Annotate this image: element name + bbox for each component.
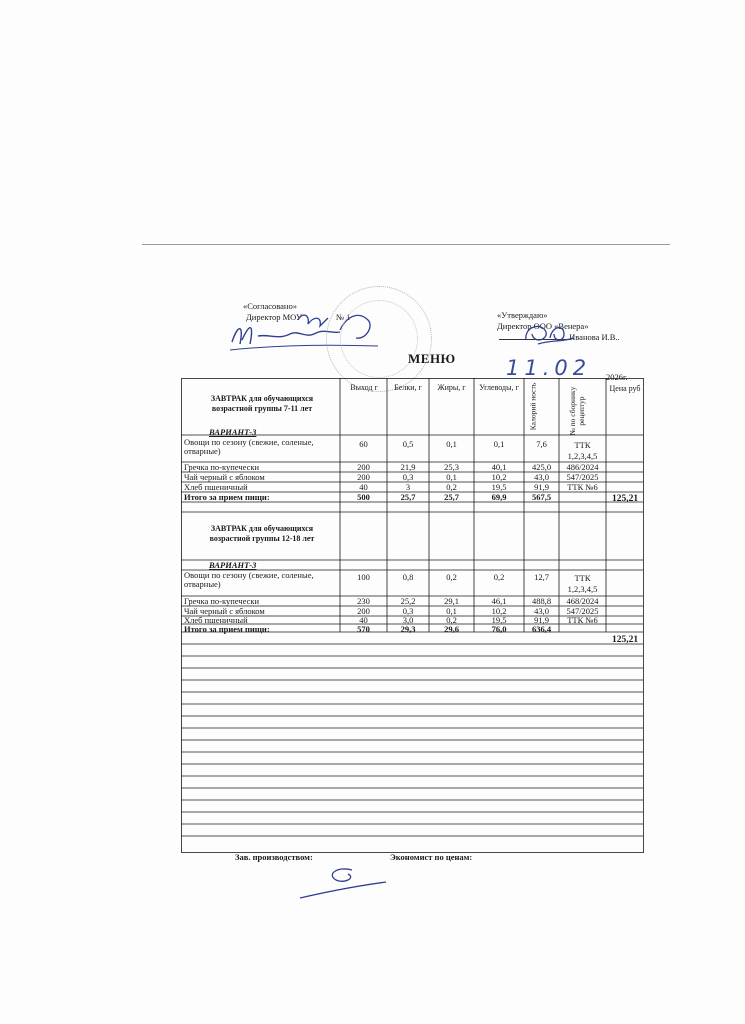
s2-row1-zhiry: 0,2 (446, 572, 457, 582)
s1-row1-uglevody: 0,1 (493, 439, 505, 449)
s1-total-kcal: 567,5 (531, 492, 552, 502)
s2-row3-kcal: 43,0 (534, 606, 549, 616)
s1-row1-recipe: ТТК 1,2,3,4,5 (567, 440, 598, 461)
year-label: 2026г. (606, 372, 628, 382)
s2-row4-kcal: 91,9 (534, 615, 549, 625)
s1-total-zhiry: 25,7 (444, 492, 459, 502)
s2-row1-recipe: ТТК 1,2,3,4,5 (567, 573, 598, 594)
col-recipe-header: № по сборнику рецептур (568, 386, 586, 436)
s1-total-price: 125,21 (611, 494, 639, 504)
s1-row3-zhiry: 0,1 (446, 472, 457, 482)
s1-row2-name: Гречка по-купечески (184, 462, 260, 472)
s2-total-uglevody: 76,0 (491, 624, 507, 634)
s1-row4-recipe: ТТК №6 (567, 482, 598, 492)
s2-total-label: Итого за прием пищи: (184, 624, 270, 634)
s2-row1-uglevody: 0,2 (493, 572, 505, 582)
handwritten-signature-bottom (296, 864, 392, 904)
agreed-label: «Согласовано» (243, 301, 297, 311)
s2-row3-zhiry: 0,1 (446, 606, 457, 616)
s1-row1-belki: 0,5 (402, 439, 414, 449)
s1-row3-recipe: 547/2025 (566, 472, 599, 482)
s1-row3-name: Чай черный с яблоком (184, 472, 265, 482)
s2-total-vyhod: 570 (357, 624, 370, 634)
price-economist-label: Экономист по ценам: (390, 852, 473, 862)
s1-row1-zhiry: 0,1 (446, 439, 457, 449)
s2-row2-vyhod: 230 (357, 596, 370, 606)
s1-row4-belki: 3 (405, 482, 411, 492)
handwritten-signature-right (520, 318, 580, 348)
s1-row2-vyhod: 200 (357, 462, 370, 472)
s1-row3-belki: 0,3 (402, 472, 414, 482)
s2-row4-recipe: ТТК №6 (567, 615, 598, 625)
s1-total-uglevody: 69,9 (491, 492, 507, 502)
col-kcal-header: Калорий ность (528, 382, 538, 431)
s1-total-belki: 25,7 (400, 492, 416, 502)
s1-row4-vyhod: 40 (359, 482, 368, 492)
s2-row1-vyhod: 100 (357, 572, 370, 582)
s1-total-label: Итого за прием пищи: (184, 492, 270, 502)
s1-row4-uglevody: 19,5 (491, 482, 507, 492)
s2-row1-belki: 0,8 (402, 572, 414, 582)
s1-row2-uglevody: 40,1 (491, 462, 507, 472)
s1-row3-uglevody: 10,2 (491, 472, 507, 482)
col-uglevody-header: Углеводы, г (479, 383, 519, 392)
production-manager-label: Зав. производством: (235, 852, 313, 862)
s1-row4-zhiry: 0,2 (446, 482, 457, 492)
s2-row4-belki: 3,0 (402, 615, 414, 625)
handwritten-date: 11.02 (506, 356, 592, 380)
s2-row4-vyhod: 40 (359, 615, 368, 625)
s2-row4-zhiry: 0,2 (446, 615, 457, 625)
s2-row2-uglevody: 46,1 (491, 596, 507, 606)
menu-title: МЕНЮ (408, 351, 456, 366)
s2-total-belki: 29,3 (400, 624, 416, 634)
s2-row1-name: Овощи по сезону (свежие, соленые, отварные) (184, 570, 314, 589)
s1-total-vyhod: 500 (357, 492, 370, 502)
section1-title: ЗАВТРАК для обучающихся возрастной группы 7-11 лет (210, 394, 314, 413)
s1-row2-belki: 21,9 (400, 462, 416, 472)
s1-row2-recipe: 486/2024 (566, 462, 599, 472)
s2-row3-name: Чай черный с яблоком (184, 606, 265, 616)
s2-row2-belki: 25,2 (400, 596, 416, 606)
scan-edge-line (142, 244, 670, 245)
stamp-inner-ring (340, 300, 418, 378)
col-vyhod-header: Выход г (350, 383, 378, 392)
s2-row3-uglevody: 10,2 (491, 606, 507, 616)
col-price-header: Цена руб (609, 384, 641, 393)
s2-row1-kcal: 12,7 (534, 572, 549, 582)
s1-row4-kcal: 91,9 (534, 482, 549, 492)
school-number: № 1 (335, 312, 351, 322)
director-school-label: Директор МОУ № 1 (246, 312, 351, 322)
s1-row3-vyhod: 200 (357, 472, 370, 482)
s2-total-kcal: 636,4 (531, 624, 552, 634)
s2-row3-recipe: 547/2025 (566, 606, 599, 616)
section2-variant: ВАРИАНТ-3 (209, 560, 257, 570)
s1-row1-name: Овощи по сезону (свежие, соленые, отварные) (184, 437, 314, 456)
col-zhiry-header: Жиры, г (437, 383, 466, 392)
s1-row2-zhiry: 25,3 (444, 462, 459, 472)
section2-title: ЗАВТРАК для обучающихся возрастной группы 12-18 лет (209, 524, 315, 543)
s2-row2-name: Гречка по-купечески (184, 596, 260, 606)
s1-row1-vyhod: 60 (359, 439, 368, 449)
s2-row3-vyhod: 200 (357, 606, 370, 616)
s2-row4-uglevody: 19,5 (491, 615, 507, 625)
col-belki-header: Белки, г (394, 383, 422, 392)
s2-row4-name: Хлеб пшеничный (184, 615, 248, 625)
director-company-label: Директор ООО «Венера» (497, 321, 589, 331)
s1-row1-kcal: 7,6 (536, 439, 547, 449)
s2-row2-recipe: 468/2024 (566, 596, 599, 606)
s2-row2-zhiry: 29,1 (444, 596, 459, 606)
approve-label: «Утверждаю» (497, 310, 548, 320)
s1-row3-kcal: 43,0 (534, 472, 549, 482)
s2-row3-belki: 0,3 (402, 606, 414, 616)
s1-row4-name: Хлеб пшеничный (184, 482, 248, 492)
section1-variant: ВАРИАНТ-3 (209, 427, 257, 437)
s1-row2-kcal: 425,0 (531, 462, 552, 472)
s2-total-zhiry: 29,6 (444, 624, 459, 634)
s2-row2-kcal: 488,8 (531, 596, 552, 606)
s2-total-price: 125,21 (611, 635, 639, 645)
director-name: Иванова И.В.. (499, 332, 620, 343)
